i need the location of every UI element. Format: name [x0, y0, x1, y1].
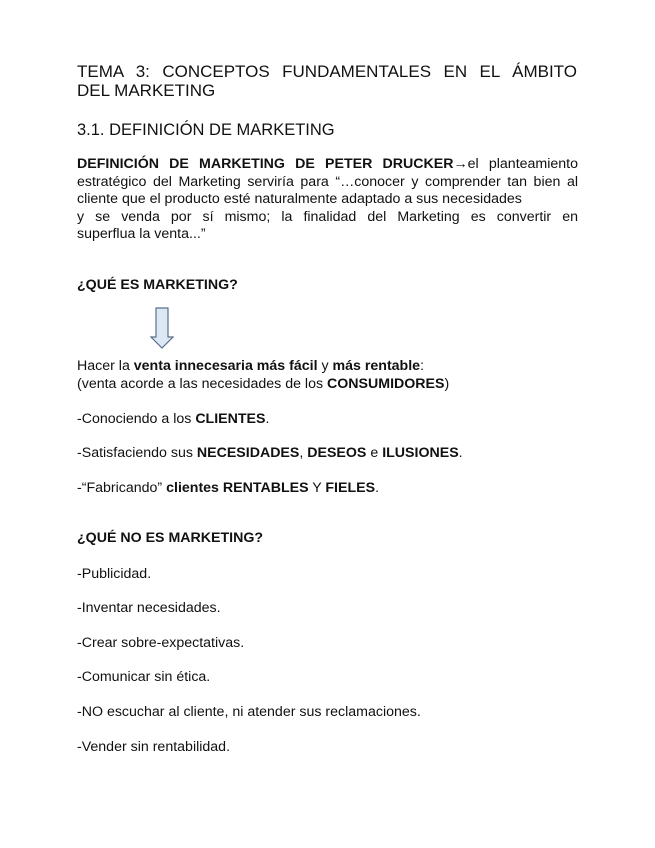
fabricando-line [77, 479, 379, 497]
drucker-line-1 [77, 156, 578, 174]
drucker-line-5: superflua la venta...” [77, 226, 206, 242]
list-item: -Comunicar sin ética. [77, 669, 211, 685]
drucker-line-3: cliente que el producto esté naturalmente adaptado a sus necesidades [77, 191, 522, 207]
fabricando-bold-2: FIELES [325, 480, 376, 496]
title-line-1: TEMA 3: CONCEPTOS FUNDAMENTALES EN EL ÁMBITO [77, 62, 577, 81]
list-item: -Vender sin rentabilidad. [77, 739, 231, 755]
venta-bold-1: CONSUMIDORES [327, 376, 445, 392]
satisfaciendo-bold-1: NECESIDADES [196, 445, 300, 461]
title-line-2: DEL MARKETING [77, 81, 216, 100]
hacer-bold-1: venta innecesaria más fácil [133, 358, 318, 374]
venta-text-1: (venta acorde a las necesidades de los [77, 376, 328, 392]
conociendo-bold-1: CLIENTES [195, 411, 266, 427]
fabricando-text-2: Y [308, 480, 326, 496]
hacer-text-1: Hacer la [77, 358, 134, 374]
drucker-line-2: estratégico del Marketing serviría para “…conocer y comprender tan bien al [77, 173, 578, 190]
conociendo-line [77, 410, 269, 428]
fabricando-text-3: . [375, 480, 380, 496]
drucker-line-4: y se venda por sí mismo; la finalidad del Marketing es convertir en [77, 208, 578, 225]
section-title: 3.1. DEFINICIÓN DE MARKETING [77, 121, 335, 139]
hacer-bold-2: más rentable [332, 358, 421, 374]
satisfaciendo-text-2: , [299, 445, 308, 461]
list-item: -Publicidad. [77, 566, 152, 582]
conociendo-text-1: -Conociendo a los [77, 411, 196, 427]
hacer-venta-line [77, 357, 424, 375]
conociendo-text-2: . [265, 411, 270, 427]
venta-acorde-line [77, 375, 449, 393]
fabricando-bold-1: clientes RENTABLES [166, 480, 309, 496]
list-item: -Crear sobre-expectativas. [77, 635, 245, 651]
drucker-label: DEFINICIÓN DE MARKETING DE PETER DRUCKER [77, 156, 454, 172]
que-es-heading: ¿QUÉ ES MARKETING? [77, 277, 238, 293]
list-item: -NO escuchar al cliente, ni atender sus reclamaciones. [77, 704, 421, 720]
hacer-text-3: : [420, 358, 425, 374]
satisfaciendo-text-4: . [458, 445, 463, 461]
hacer-text-2: y [317, 358, 333, 374]
list-item: -Inventar necesidades. [77, 600, 221, 616]
drucker-line-1-rest: el planteamiento [467, 156, 578, 172]
satisfaciendo-text-1: -Satisfaciendo sus [77, 445, 197, 461]
fabricando-text-1: -“Fabricando” [77, 480, 167, 496]
document-title [77, 62, 577, 100]
que-no-es-heading: ¿QUÉ NO ES MARKETING? [77, 530, 264, 546]
down-arrow-icon [150, 307, 174, 349]
right-arrow-symbol: → [453, 156, 468, 172]
satisfaciendo-bold-2: DESEOS [307, 445, 367, 461]
satisfaciendo-bold-3: ILUSIONES [382, 445, 459, 461]
drucker-definition [77, 156, 578, 244]
satisfaciendo-line [77, 444, 463, 462]
satisfaciendo-text-3: e [366, 445, 383, 461]
venta-text-2: ) [444, 376, 450, 392]
